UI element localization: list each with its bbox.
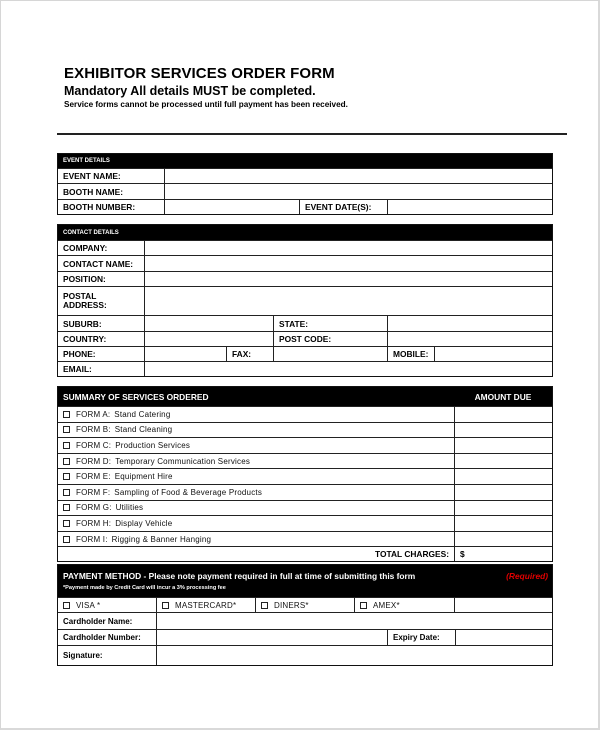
fax-label: FAX: bbox=[226, 347, 273, 361]
contact-name-field[interactable] bbox=[144, 256, 552, 271]
position-field[interactable] bbox=[144, 272, 552, 286]
payment-heading-block bbox=[58, 565, 552, 597]
diners-checkbox[interactable] bbox=[261, 602, 268, 609]
company-field[interactable] bbox=[144, 241, 552, 255]
service-name: Production Services bbox=[115, 440, 191, 450]
postal-address-row bbox=[58, 286, 552, 315]
service-name: Utilities bbox=[115, 503, 144, 513]
services-table bbox=[57, 386, 553, 562]
company-label: COMPANY: bbox=[63, 243, 108, 253]
service-amount-field[interactable] bbox=[454, 532, 552, 547]
service-row bbox=[58, 484, 552, 500]
service-row bbox=[58, 531, 552, 547]
service-option[interactable] bbox=[58, 454, 454, 469]
fax-field[interactable] bbox=[273, 347, 387, 361]
required-badge: (Required) bbox=[506, 571, 548, 581]
service-option[interactable] bbox=[58, 516, 454, 531]
form-title: EXHIBITOR SERVICES ORDER FORM bbox=[64, 65, 335, 82]
payment-table bbox=[57, 564, 553, 666]
service-code: FORM A: bbox=[76, 409, 111, 419]
signature-row bbox=[58, 645, 552, 665]
service-row bbox=[58, 468, 552, 484]
service-amount-field[interactable] bbox=[454, 423, 552, 438]
service-code: FORM F: bbox=[76, 487, 111, 497]
service-name: Display Vehicle bbox=[115, 518, 173, 528]
service-option[interactable] bbox=[58, 407, 454, 422]
service-code: FORM C: bbox=[76, 440, 112, 450]
service-name: Stand Catering bbox=[114, 409, 171, 419]
service-option[interactable] bbox=[58, 438, 454, 453]
amex-checkbox[interactable] bbox=[360, 602, 367, 609]
service-name: Rigging & Banner Hanging bbox=[111, 534, 212, 544]
signature-label: Signature: bbox=[63, 651, 103, 660]
state-field[interactable] bbox=[387, 316, 552, 331]
service-code: FORM B: bbox=[76, 425, 111, 435]
phone-field[interactable] bbox=[144, 347, 226, 361]
state-label: STATE: bbox=[273, 316, 387, 331]
service-checkbox[interactable] bbox=[63, 536, 70, 543]
service-name: Stand Cleaning bbox=[114, 425, 173, 435]
services-heading-row bbox=[58, 387, 552, 406]
service-name: Temporary Communication Services bbox=[115, 456, 251, 466]
service-code: FORM E: bbox=[76, 472, 111, 482]
signature-field[interactable] bbox=[156, 646, 552, 665]
visa-checkbox[interactable] bbox=[63, 602, 70, 609]
cardholder-name-row bbox=[58, 612, 552, 629]
expiry-date-field[interactable] bbox=[455, 630, 552, 645]
postal-address-field[interactable] bbox=[144, 287, 552, 315]
service-option[interactable] bbox=[58, 423, 454, 438]
total-charges-label: TOTAL CHARGES: bbox=[375, 549, 449, 560]
event-dates-label: EVENT DATE(S): bbox=[299, 200, 387, 214]
country-label: COUNTRY: bbox=[63, 334, 107, 344]
mastercard-checkbox[interactable] bbox=[162, 602, 169, 609]
header-divider bbox=[57, 133, 567, 135]
service-checkbox[interactable] bbox=[63, 442, 70, 449]
service-row bbox=[58, 406, 552, 422]
mobile-label: MOBILE: bbox=[387, 347, 434, 361]
contact-details-table bbox=[57, 224, 553, 377]
total-charges-field[interactable] bbox=[454, 547, 552, 561]
card-option-amex[interactable] bbox=[354, 598, 454, 612]
service-amount-field[interactable] bbox=[454, 469, 552, 484]
service-option[interactable] bbox=[58, 485, 454, 500]
cardholder-number-label: Cardholder Number: bbox=[63, 633, 141, 642]
cardholder-number-row bbox=[58, 629, 552, 645]
service-checkbox[interactable] bbox=[63, 458, 70, 465]
service-amount-field[interactable] bbox=[454, 501, 552, 516]
card-label: DINERS* bbox=[274, 600, 309, 610]
service-row bbox=[58, 453, 552, 469]
service-code: FORM I: bbox=[76, 534, 108, 544]
card-label: AMEX* bbox=[373, 600, 400, 610]
service-name: Equipment Hire bbox=[114, 472, 173, 482]
service-row bbox=[58, 515, 552, 531]
post-code-label: POST CODE: bbox=[273, 332, 387, 346]
contact-name-label: CONTACT NAME: bbox=[63, 258, 134, 269]
post-code-field[interactable] bbox=[387, 332, 552, 346]
service-checkbox[interactable] bbox=[63, 504, 70, 511]
postal-address-label-line1: POSTAL bbox=[63, 291, 97, 301]
fee-note: *Payment made by Credit Card will incur a 3% processing fee bbox=[63, 585, 226, 591]
booth-number-label: BOOTH NUMBER: bbox=[63, 202, 136, 212]
total-row bbox=[58, 546, 552, 561]
email-row bbox=[58, 361, 552, 376]
position-row bbox=[58, 271, 552, 286]
booth-number-row bbox=[58, 199, 552, 214]
booth-name-row bbox=[58, 183, 552, 199]
booth-number-field[interactable] bbox=[164, 200, 299, 214]
services-heading: SUMMARY OF SERVICES ORDERED bbox=[63, 391, 209, 402]
total-currency: $ bbox=[460, 549, 465, 560]
postal-address-label bbox=[58, 287, 144, 315]
form-note: Service forms cannot be processed until full payment has been received. bbox=[64, 100, 348, 109]
card-label: MASTERCARD* bbox=[175, 600, 237, 610]
service-checkbox[interactable] bbox=[63, 426, 70, 433]
cardholder-name-label: Cardholder Name: bbox=[63, 616, 133, 626]
card-extra-field bbox=[454, 598, 552, 612]
contact-details-heading: CONTACT DETAILS bbox=[58, 225, 552, 240]
country-row bbox=[58, 331, 552, 346]
event-name-field[interactable] bbox=[164, 169, 552, 183]
form-subtitle: Mandatory All details MUST be completed. bbox=[64, 84, 316, 98]
suburb-label: SUBURB: bbox=[63, 318, 102, 329]
event-name-row bbox=[58, 168, 552, 183]
event-name-label: EVENT NAME: bbox=[63, 171, 121, 181]
event-details-table bbox=[57, 153, 553, 215]
phone-label: PHONE: bbox=[63, 349, 96, 359]
service-amount-field[interactable] bbox=[454, 407, 552, 422]
contact-name-row bbox=[58, 255, 552, 271]
payment-heading: PAYMENT METHOD - Please note payment required in full at time of submitting this form bbox=[63, 571, 416, 581]
event-dates-field[interactable] bbox=[387, 200, 552, 214]
service-code: FORM D: bbox=[76, 456, 112, 466]
service-checkbox[interactable] bbox=[63, 489, 70, 496]
amount-due-heading: AMOUNT DUE bbox=[474, 391, 532, 402]
suburb-row bbox=[58, 315, 552, 331]
service-row bbox=[58, 437, 552, 453]
service-option[interactable] bbox=[58, 469, 454, 484]
service-checkbox[interactable] bbox=[63, 473, 70, 480]
booth-name-field[interactable] bbox=[164, 184, 552, 199]
cardholder-number-field[interactable] bbox=[156, 630, 387, 645]
suburb-field[interactable] bbox=[144, 316, 273, 331]
company-row bbox=[58, 240, 552, 255]
service-amount-field[interactable] bbox=[454, 485, 552, 500]
phone-row bbox=[58, 346, 552, 361]
card-type-row bbox=[58, 597, 552, 612]
service-row bbox=[58, 500, 552, 516]
booth-name-label: BOOTH NAME: bbox=[63, 186, 124, 197]
service-code: FORM H: bbox=[76, 518, 112, 528]
email-label: EMAIL: bbox=[63, 364, 92, 374]
postal-address-label-line2: ADDRESS: bbox=[63, 300, 107, 310]
card-option-diners[interactable] bbox=[255, 598, 354, 612]
event-details-heading: EVENT DETAILS bbox=[58, 154, 552, 168]
service-option[interactable] bbox=[58, 501, 454, 516]
service-checkbox[interactable] bbox=[63, 411, 70, 418]
cardholder-name-field[interactable] bbox=[156, 613, 552, 629]
service-list bbox=[58, 406, 552, 546]
service-checkbox[interactable] bbox=[63, 520, 70, 527]
position-label: POSITION: bbox=[63, 274, 106, 284]
card-label: VISA * bbox=[76, 600, 101, 610]
service-code: FORM G: bbox=[76, 503, 112, 513]
mobile-field[interactable] bbox=[434, 347, 552, 361]
card-option-visa[interactable] bbox=[58, 598, 156, 612]
service-name: Sampling of Food & Beverage Products bbox=[114, 487, 263, 497]
service-amount-field[interactable] bbox=[454, 516, 552, 531]
service-amount-field[interactable] bbox=[454, 454, 552, 469]
expiry-date-label: Expiry Date: bbox=[387, 630, 455, 645]
email-field[interactable] bbox=[144, 362, 552, 376]
service-amount-field[interactable] bbox=[454, 438, 552, 453]
service-option[interactable] bbox=[58, 532, 454, 547]
country-field[interactable] bbox=[144, 332, 273, 346]
card-option-mastercard[interactable] bbox=[156, 598, 255, 612]
service-row bbox=[58, 422, 552, 438]
